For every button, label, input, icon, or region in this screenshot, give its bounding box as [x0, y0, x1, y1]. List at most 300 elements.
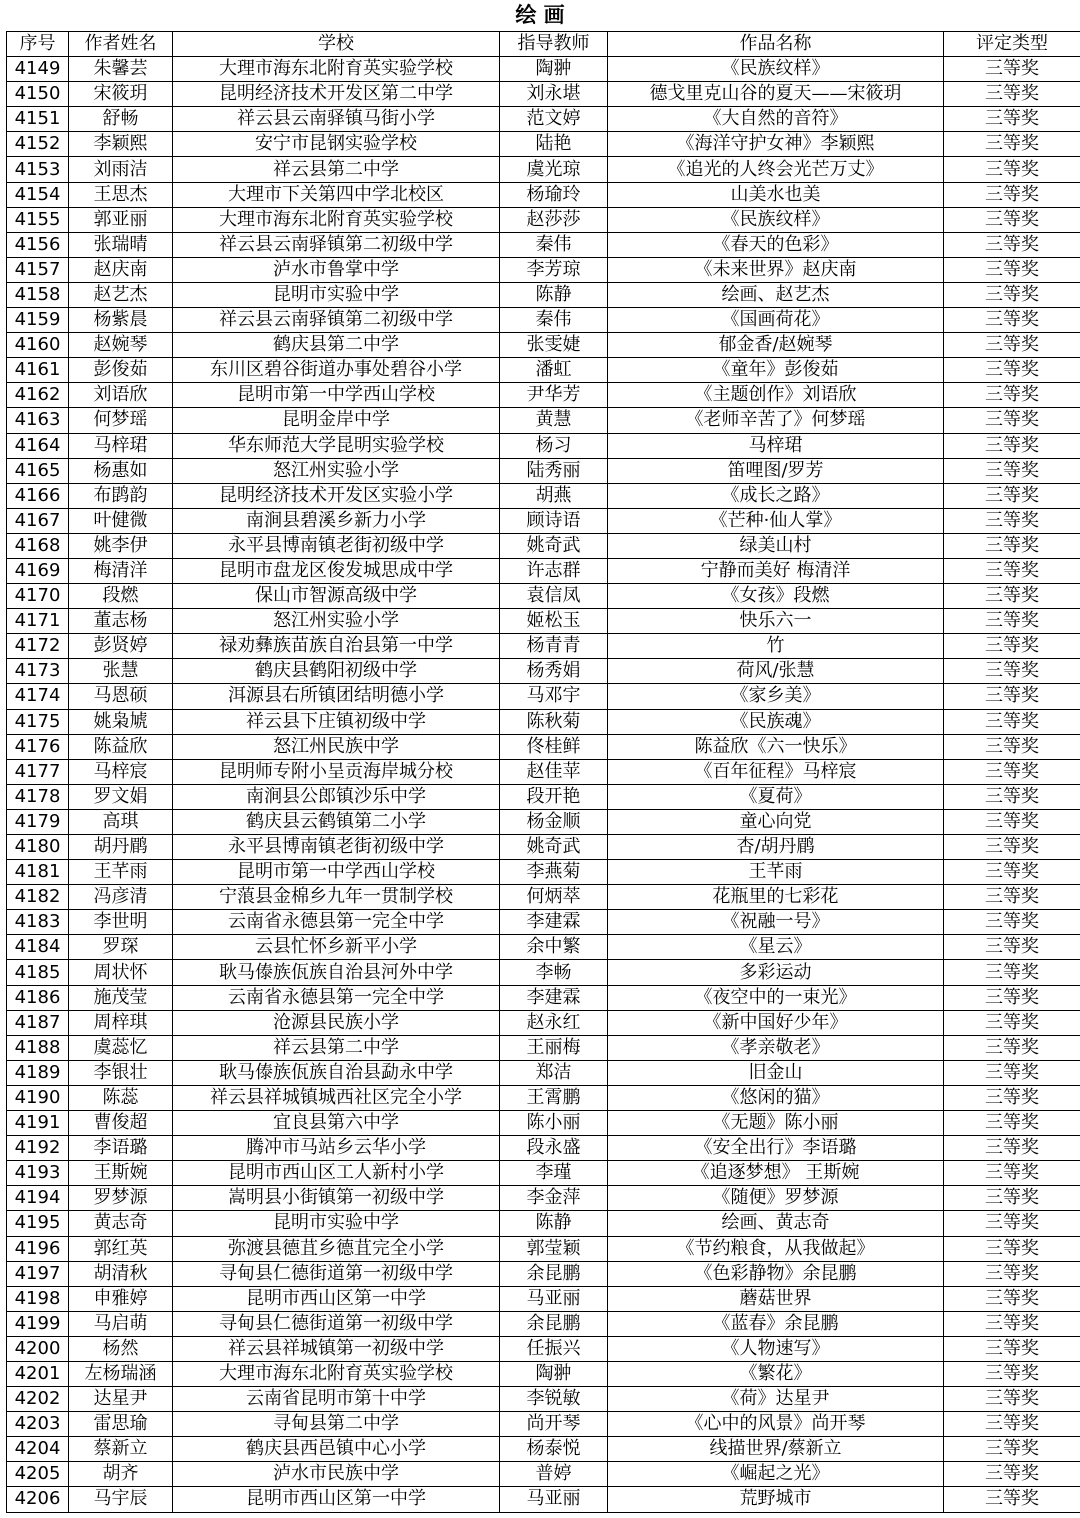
- cell-school: 鹤庆县西邑镇中心小学: [173, 1437, 500, 1462]
- table-row: [7, 734, 1080, 759]
- cell-teacher: 秦伟: [500, 308, 608, 333]
- cell-author: 李银壮: [69, 1060, 173, 1085]
- cell-award: 三等奖: [944, 1261, 1080, 1286]
- cell-school: 腾冲市马站乡云华小学: [173, 1136, 500, 1161]
- table-row: [7, 207, 1080, 232]
- cell-teacher: 许志群: [500, 558, 608, 583]
- header-author: 作者姓名: [69, 32, 173, 57]
- cell-teacher: 余昆鹏: [500, 1311, 608, 1336]
- cell-school: 祥云县第二中学: [173, 1035, 500, 1060]
- cell-award: 三等奖: [944, 709, 1080, 734]
- cell-work: 马梓珺: [608, 433, 944, 458]
- cell-author: 虞蕊忆: [69, 1035, 173, 1060]
- cell-teacher: 郭莹颖: [500, 1236, 608, 1261]
- cell-author: 董志杨: [69, 609, 173, 634]
- cell-index: 4151: [7, 107, 69, 132]
- cell-work: 《追逐梦想》 王斯婉: [608, 1161, 944, 1186]
- cell-school: 昆明市实验中学: [173, 282, 500, 307]
- cell-index: 4173: [7, 659, 69, 684]
- cell-award: 三等奖: [944, 809, 1080, 834]
- cell-award: 三等奖: [944, 835, 1080, 860]
- cell-teacher: 段开艳: [500, 784, 608, 809]
- cell-teacher: 姚奇武: [500, 835, 608, 860]
- cell-award: 三等奖: [944, 1487, 1080, 1512]
- cell-school: 大理市下关第四中学北校区: [173, 182, 500, 207]
- cell-teacher: 李芳琼: [500, 257, 608, 282]
- header-teacher: 指导教师: [500, 32, 608, 57]
- cell-work: 《人物速写》: [608, 1336, 944, 1361]
- cell-school: 昆明经济技术开发区实验小学: [173, 483, 500, 508]
- table-row: [7, 1236, 1080, 1261]
- cell-author: 何梦瑶: [69, 408, 173, 433]
- cell-school: 鹤庆县第二中学: [173, 333, 500, 358]
- cell-author: 胡清秋: [69, 1261, 173, 1286]
- cell-teacher: 李瑾: [500, 1161, 608, 1186]
- cell-teacher: 陶翀: [500, 1361, 608, 1386]
- cell-index: 4204: [7, 1437, 69, 1462]
- table-row: [7, 1085, 1080, 1110]
- cell-award: 三等奖: [944, 1060, 1080, 1085]
- cell-school: 保山市智源高级中学: [173, 584, 500, 609]
- cell-award: 三等奖: [944, 609, 1080, 634]
- table-row: [7, 684, 1080, 709]
- cell-award: 三等奖: [944, 1211, 1080, 1236]
- cell-teacher: 郑洁: [500, 1060, 608, 1085]
- cell-index: 4149: [7, 57, 69, 82]
- cell-teacher: 黄慧: [500, 408, 608, 433]
- table-row: [7, 1437, 1080, 1462]
- cell-award: 三等奖: [944, 584, 1080, 609]
- cell-school: 寻甸县仁德街道第一初级中学: [173, 1261, 500, 1286]
- cell-work: 陈益欣《六一快乐》: [608, 734, 944, 759]
- cell-index: 4160: [7, 333, 69, 358]
- cell-work: 《节约粮食，从我做起》: [608, 1236, 944, 1261]
- cell-teacher: 余昆鹏: [500, 1261, 608, 1286]
- cell-index: 4180: [7, 835, 69, 860]
- cell-work: 《大自然的音符》: [608, 107, 944, 132]
- cell-index: 4157: [7, 257, 69, 282]
- cell-work: 《百年征程》马梓宸: [608, 759, 944, 784]
- cell-teacher: 杨金顺: [500, 809, 608, 834]
- cell-author: 陈益欣: [69, 734, 173, 759]
- cell-work: 荷风/张慧: [608, 659, 944, 684]
- cell-author: 胡丹鹛: [69, 835, 173, 860]
- cell-award: 三等奖: [944, 433, 1080, 458]
- table-row: [7, 458, 1080, 483]
- cell-teacher: 李锐敏: [500, 1387, 608, 1412]
- cell-school: 昆明经济技术开发区第二中学: [173, 82, 500, 107]
- cell-teacher: 陆艳: [500, 132, 608, 157]
- cell-teacher: 马亚丽: [500, 1286, 608, 1311]
- cell-school: 洱源县右所镇团结明德小学: [173, 684, 500, 709]
- cell-school: 大理市海东北附育英实验学校: [173, 1361, 500, 1386]
- cell-teacher: 袁信凤: [500, 584, 608, 609]
- cell-index: 4175: [7, 709, 69, 734]
- table-row: [7, 508, 1080, 533]
- table-row: [7, 433, 1080, 458]
- page-title: 绘 画: [515, 3, 565, 27]
- cell-work: 德戈里克山谷的夏天——宋筱玥: [608, 82, 944, 107]
- cell-author: 王芊雨: [69, 860, 173, 885]
- cell-work: 杏/胡丹鹛: [608, 835, 944, 860]
- table-row: [7, 1487, 1080, 1512]
- table-row: [7, 383, 1080, 408]
- cell-work: 《安全出行》李语璐: [608, 1136, 944, 1161]
- cell-author: 梅清洋: [69, 558, 173, 583]
- table-row: [7, 860, 1080, 885]
- cell-school: 祥云县下庄镇初级中学: [173, 709, 500, 734]
- cell-school: 昆明市第一中学西山学校: [173, 860, 500, 885]
- cell-index: 4189: [7, 1060, 69, 1085]
- cell-author: 黄志奇: [69, 1211, 173, 1236]
- table-row: [7, 1361, 1080, 1386]
- cell-teacher: 陶翀: [500, 57, 608, 82]
- cell-work: 《芒种·仙人掌》: [608, 508, 944, 533]
- cell-author: 舒畅: [69, 107, 173, 132]
- table-row: [7, 1286, 1080, 1311]
- cell-work: 《色彩静物》余昆鹏: [608, 1261, 944, 1286]
- cell-index: 4165: [7, 458, 69, 483]
- cell-award: 三等奖: [944, 508, 1080, 533]
- cell-school: 嵩明县小街镇第一初级中学: [173, 1186, 500, 1211]
- cell-award: 三等奖: [944, 483, 1080, 508]
- table-row: [7, 985, 1080, 1010]
- cell-work: 《孝亲敬老》: [608, 1035, 944, 1060]
- cell-teacher: 杨瑜玲: [500, 182, 608, 207]
- cell-teacher: 李建霖: [500, 985, 608, 1010]
- cell-school: 祥云县祥城镇第一初级中学: [173, 1336, 500, 1361]
- cell-teacher: 范文婷: [500, 107, 608, 132]
- cell-index: 4186: [7, 985, 69, 1010]
- cell-work: 《主题创作》刘语欣: [608, 383, 944, 408]
- cell-award: 三等奖: [944, 1412, 1080, 1437]
- cell-award: 三等奖: [944, 1236, 1080, 1261]
- cell-work: 《国画荷花》: [608, 308, 944, 333]
- table-row: [7, 910, 1080, 935]
- table-row: [7, 308, 1080, 333]
- cell-school: 昆明市西山区第一中学: [173, 1487, 500, 1512]
- cell-school: 寻甸县第二中学: [173, 1412, 500, 1437]
- cell-school: 华东师范大学昆明实验学校: [173, 433, 500, 458]
- cell-index: 4162: [7, 383, 69, 408]
- cell-teacher: 尚开琴: [500, 1412, 608, 1437]
- cell-author: 张慧: [69, 659, 173, 684]
- cell-work: 《海洋守护女神》李颖熙: [608, 132, 944, 157]
- cell-author: 杨惠如: [69, 458, 173, 483]
- cell-school: 宜良县第六中学: [173, 1111, 500, 1136]
- cell-work: 《蓝春》余昆鹏: [608, 1311, 944, 1336]
- cell-index: 4183: [7, 910, 69, 935]
- awards-table: [6, 31, 1080, 1513]
- table-row: [7, 1336, 1080, 1361]
- cell-work: 《夏荷》: [608, 784, 944, 809]
- cell-teacher: 顾诗语: [500, 508, 608, 533]
- table-row: [7, 1387, 1080, 1412]
- table-row: [7, 1111, 1080, 1136]
- cell-index: 4178: [7, 784, 69, 809]
- cell-teacher: 陆秀丽: [500, 458, 608, 483]
- table-row: [7, 1161, 1080, 1186]
- cell-teacher: 李金萍: [500, 1186, 608, 1211]
- cell-author: 朱馨芸: [69, 57, 173, 82]
- cell-award: 三等奖: [944, 282, 1080, 307]
- table-row: [7, 257, 1080, 282]
- cell-author: 达星尹: [69, 1387, 173, 1412]
- table-row: [7, 1211, 1080, 1236]
- cell-award: 三等奖: [944, 57, 1080, 82]
- cell-index: 4164: [7, 433, 69, 458]
- cell-award: 三等奖: [944, 1010, 1080, 1035]
- table-row: [7, 835, 1080, 860]
- cell-award: 三等奖: [944, 734, 1080, 759]
- table-row: [7, 157, 1080, 182]
- cell-work: 《心中的风景》尚开琴: [608, 1412, 944, 1437]
- cell-school: 祥云县祥城镇城西社区完全小学: [173, 1085, 500, 1110]
- cell-award: 三等奖: [944, 458, 1080, 483]
- cell-author: 蔡新立: [69, 1437, 173, 1462]
- cell-work: 蘑菇世界: [608, 1286, 944, 1311]
- cell-school: 大理市海东北附育英实验学校: [173, 57, 500, 82]
- table-row: [7, 358, 1080, 383]
- cell-work: 宁静而美好 梅清洋: [608, 558, 944, 583]
- cell-index: 4194: [7, 1186, 69, 1211]
- table-row: [7, 584, 1080, 609]
- cell-work: 花瓶里的七彩花: [608, 885, 944, 910]
- cell-index: 4153: [7, 157, 69, 182]
- cell-index: 4166: [7, 483, 69, 508]
- cell-author: 罗文娟: [69, 784, 173, 809]
- cell-index: 4152: [7, 132, 69, 157]
- cell-index: 4196: [7, 1236, 69, 1261]
- cell-teacher: 杨习: [500, 433, 608, 458]
- cell-teacher: 虞光琼: [500, 157, 608, 182]
- cell-award: 三等奖: [944, 408, 1080, 433]
- table-row: [7, 609, 1080, 634]
- cell-school: 昆明市实验中学: [173, 1211, 500, 1236]
- cell-award: 三等奖: [944, 684, 1080, 709]
- cell-work: 《追光的人终会光芒万丈》: [608, 157, 944, 182]
- cell-author: 杨然: [69, 1336, 173, 1361]
- cell-award: 三等奖: [944, 358, 1080, 383]
- cell-author: 马梓宸: [69, 759, 173, 784]
- cell-school: 寻甸县仁德街道第一初级中学: [173, 1311, 500, 1336]
- cell-work: 王芊雨: [608, 860, 944, 885]
- cell-award: 三等奖: [944, 1387, 1080, 1412]
- cell-teacher: 任振兴: [500, 1336, 608, 1361]
- cell-work: 笛哩图/罗芳: [608, 458, 944, 483]
- cell-award: 三等奖: [944, 207, 1080, 232]
- cell-school: 沧源县民族小学: [173, 1010, 500, 1035]
- cell-teacher: 马亚丽: [500, 1487, 608, 1512]
- cell-work: 《星云》: [608, 935, 944, 960]
- cell-author: 彭贤婷: [69, 634, 173, 659]
- cell-work: 《繁花》: [608, 1361, 944, 1386]
- table-row: [7, 1462, 1080, 1487]
- table-row: [7, 232, 1080, 257]
- cell-award: 三等奖: [944, 182, 1080, 207]
- cell-teacher: 普婷: [500, 1462, 608, 1487]
- table-row: [7, 960, 1080, 985]
- table-row: [7, 759, 1080, 784]
- cell-award: 三等奖: [944, 1035, 1080, 1060]
- table-row: [7, 935, 1080, 960]
- cell-author: 李颖熙: [69, 132, 173, 157]
- cell-author: 周状怀: [69, 960, 173, 985]
- cell-work: 童心向党: [608, 809, 944, 834]
- cell-school: 昆明师专附小呈贡海岸城分校: [173, 759, 500, 784]
- cell-award: 三等奖: [944, 257, 1080, 282]
- cell-index: 4168: [7, 533, 69, 558]
- cell-school: 安宁市昆钢实验学校: [173, 132, 500, 157]
- cell-school: 云县忙怀乡新平小学: [173, 935, 500, 960]
- cell-index: 4181: [7, 860, 69, 885]
- cell-teacher: 李燕菊: [500, 860, 608, 885]
- table-row: [7, 107, 1080, 132]
- cell-index: 4195: [7, 1211, 69, 1236]
- cell-index: 4185: [7, 960, 69, 985]
- cell-index: 4197: [7, 1261, 69, 1286]
- cell-index: 4150: [7, 82, 69, 107]
- cell-school: 祥云县云南驿镇马街小学: [173, 107, 500, 132]
- cell-index: 4174: [7, 684, 69, 709]
- table-row: [7, 132, 1080, 157]
- table-body: [7, 57, 1080, 1512]
- cell-teacher: 赵佳苹: [500, 759, 608, 784]
- cell-author: 胡齐: [69, 1462, 173, 1487]
- cell-author: 刘雨洁: [69, 157, 173, 182]
- cell-author: 左杨瑞涵: [69, 1361, 173, 1386]
- cell-work: 《童年》彭俊茹: [608, 358, 944, 383]
- cell-author: 罗梦源: [69, 1186, 173, 1211]
- cell-award: 三等奖: [944, 1311, 1080, 1336]
- cell-award: 三等奖: [944, 1361, 1080, 1386]
- cell-school: 昆明市第一中学西山学校: [173, 383, 500, 408]
- cell-teacher: 杨青青: [500, 634, 608, 659]
- table-row: [7, 282, 1080, 307]
- cell-teacher: 陈静: [500, 1211, 608, 1236]
- cell-author: 马恩硕: [69, 684, 173, 709]
- cell-school: 怒江州民族中学: [173, 734, 500, 759]
- cell-school: 昆明市西山区工人新村小学: [173, 1161, 500, 1186]
- table-row: [7, 57, 1080, 82]
- cell-work: 快乐六一: [608, 609, 944, 634]
- cell-award: 三等奖: [944, 157, 1080, 182]
- cell-school: 怒江州实验小学: [173, 458, 500, 483]
- cell-index: 4170: [7, 584, 69, 609]
- table-row: [7, 784, 1080, 809]
- table-row: [7, 809, 1080, 834]
- cell-school: 大理市海东北附育英实验学校: [173, 207, 500, 232]
- cell-school: 东川区碧谷街道办事处碧谷小学: [173, 358, 500, 383]
- cell-author: 刘语欣: [69, 383, 173, 408]
- cell-index: 4190: [7, 1085, 69, 1110]
- cell-author: 姚枭虓: [69, 709, 173, 734]
- cell-index: 4163: [7, 408, 69, 433]
- cell-award: 三等奖: [944, 1336, 1080, 1361]
- table-row: [7, 1311, 1080, 1336]
- cell-author: 姚李伊: [69, 533, 173, 558]
- cell-author: 申雅婷: [69, 1286, 173, 1311]
- cell-school: 永平县博南镇老街初级中学: [173, 835, 500, 860]
- cell-school: 弥渡县德苴乡德苴完全小学: [173, 1236, 500, 1261]
- cell-work: 《家乡美》: [608, 684, 944, 709]
- cell-award: 三等奖: [944, 558, 1080, 583]
- cell-school: 昆明市西山区第一中学: [173, 1286, 500, 1311]
- cell-teacher: 佟桂鲜: [500, 734, 608, 759]
- cell-school: 鹤庆县云鹤镇第二小学: [173, 809, 500, 834]
- cell-work: 郁金香/赵婉琴: [608, 333, 944, 358]
- cell-author: 李世明: [69, 910, 173, 935]
- table-row: [7, 483, 1080, 508]
- cell-work: 《女孩》段燃: [608, 584, 944, 609]
- cell-index: 4176: [7, 734, 69, 759]
- cell-award: 三等奖: [944, 759, 1080, 784]
- cell-award: 三等奖: [944, 383, 1080, 408]
- cell-teacher: 潘虹: [500, 358, 608, 383]
- cell-award: 三等奖: [944, 1437, 1080, 1462]
- cell-school: 祥云县云南驿镇第二初级中学: [173, 308, 500, 333]
- cell-school: 泸水市民族中学: [173, 1462, 500, 1487]
- cell-school: 鹤庆县鹤阳初级中学: [173, 659, 500, 684]
- cell-index: 4156: [7, 232, 69, 257]
- cell-author: 张瑞晴: [69, 232, 173, 257]
- cell-author: 高琪: [69, 809, 173, 834]
- cell-work: 《夜空中的一束光》: [608, 985, 944, 1010]
- cell-index: 4182: [7, 885, 69, 910]
- cell-index: 4198: [7, 1286, 69, 1311]
- cell-teacher: 赵莎莎: [500, 207, 608, 232]
- cell-work: 《新中国好少年》: [608, 1010, 944, 1035]
- cell-award: 三等奖: [944, 1286, 1080, 1311]
- cell-teacher: 王丽梅: [500, 1035, 608, 1060]
- cell-index: 4155: [7, 207, 69, 232]
- cell-work: 《民族魂》: [608, 709, 944, 734]
- header-work: 作品名称: [608, 32, 944, 57]
- table-row: [7, 82, 1080, 107]
- cell-index: 4206: [7, 1487, 69, 1512]
- cell-award: 三等奖: [944, 935, 1080, 960]
- cell-author: 马梓珺: [69, 433, 173, 458]
- cell-work: 《随便》罗梦源: [608, 1186, 944, 1211]
- table-row: [7, 1186, 1080, 1211]
- table-row: [7, 634, 1080, 659]
- cell-school: 怒江州实验小学: [173, 609, 500, 634]
- cell-author: 段燃: [69, 584, 173, 609]
- cell-work: 《春天的色彩》: [608, 232, 944, 257]
- table-row: [7, 1136, 1080, 1161]
- cell-author: 宋筱玥: [69, 82, 173, 107]
- cell-award: 三等奖: [944, 985, 1080, 1010]
- cell-index: 4202: [7, 1387, 69, 1412]
- cell-author: 陈蕊: [69, 1085, 173, 1110]
- cell-teacher: 张雯婕: [500, 333, 608, 358]
- cell-teacher: 马邓宇: [500, 684, 608, 709]
- cell-author: 王斯婉: [69, 1161, 173, 1186]
- cell-teacher: 何炳萃: [500, 885, 608, 910]
- cell-work: 旧金山: [608, 1060, 944, 1085]
- cell-school: 南涧县碧溪乡新力小学: [173, 508, 500, 533]
- cell-index: 4159: [7, 308, 69, 333]
- table-row: [7, 659, 1080, 684]
- cell-school: 耿马傣族佤族自治县河外中学: [173, 960, 500, 985]
- table-row: [7, 408, 1080, 433]
- cell-teacher: 姬松玉: [500, 609, 608, 634]
- cell-author: 罗琛: [69, 935, 173, 960]
- cell-teacher: 秦伟: [500, 232, 608, 257]
- cell-award: 三等奖: [944, 82, 1080, 107]
- cell-index: 4187: [7, 1010, 69, 1035]
- cell-teacher: 王霄鹏: [500, 1085, 608, 1110]
